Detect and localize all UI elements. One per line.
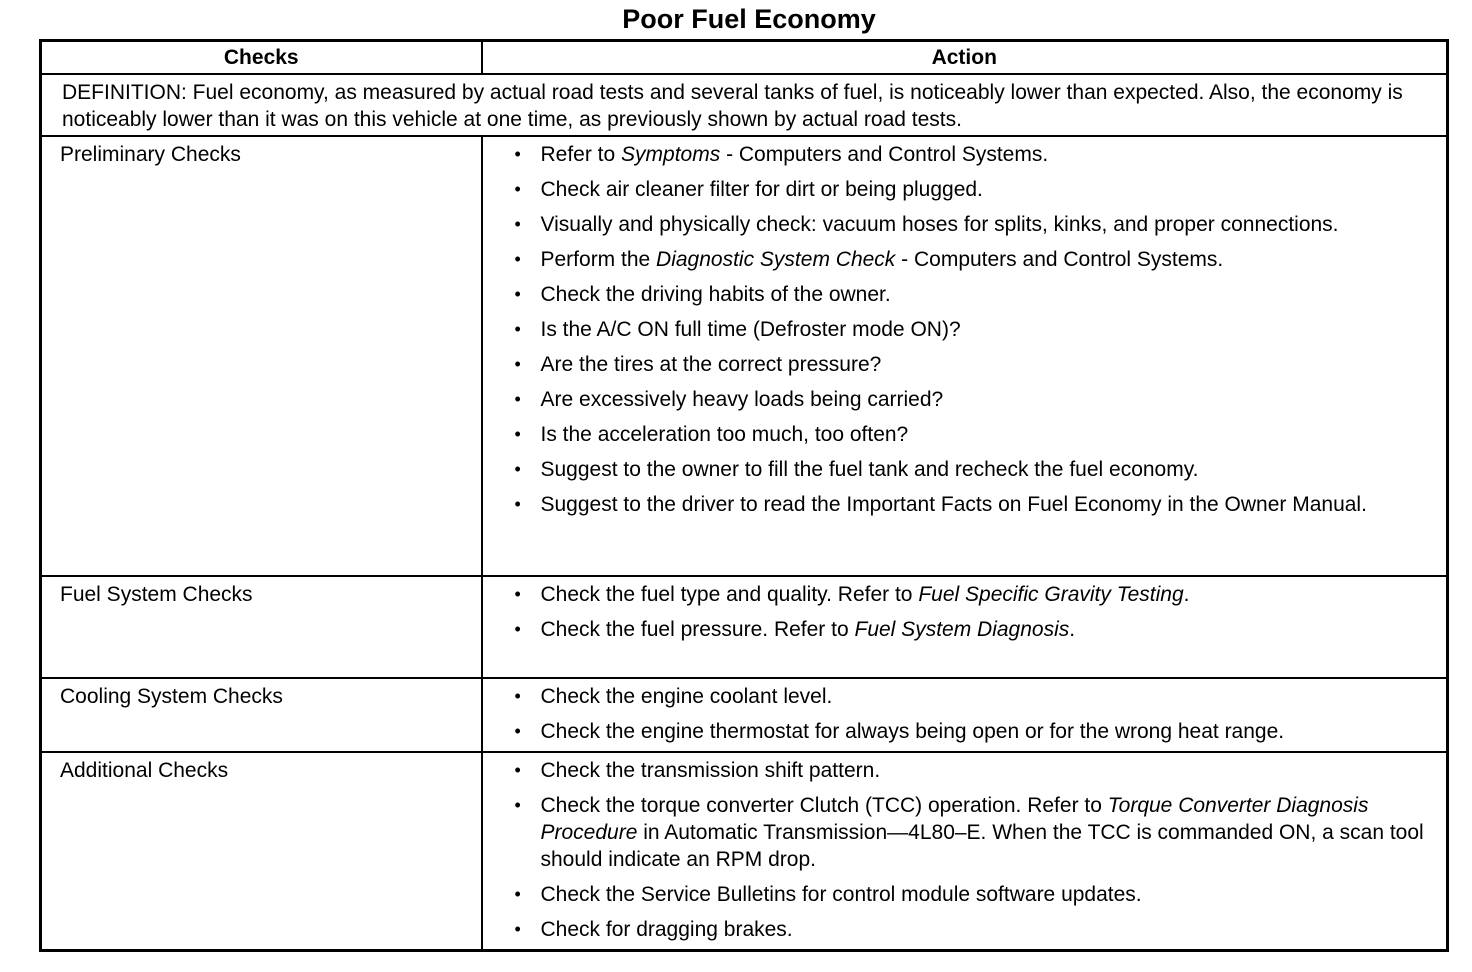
- definition-text: DEFINITION: Fuel economy, as measured by actual road tests and several tanks of fuel, is noticeably lower than expected. Also, the economy is noticeably lower than it was on this vehicle at one time, as previously shown by actual road tests.: [41, 74, 1448, 136]
- action-text: Check for dragging brakes.: [540, 918, 793, 941]
- action-text: - Computers and Control Systems.: [720, 143, 1049, 166]
- header-row: [41, 41, 1448, 75]
- action-text: Perform the: [540, 248, 657, 271]
- checks-column-header: Checks: [41, 41, 482, 75]
- bullet-icon: •: [514, 424, 521, 444]
- action-item: [493, 683, 1437, 710]
- action-item: [493, 616, 1437, 643]
- action-text: Suggest to the owner to fill the fuel tank and recheck the fuel economy.: [540, 458, 1199, 481]
- bullet-icon: •: [514, 459, 521, 479]
- bullet-icon: •: [514, 179, 521, 199]
- action-item: [493, 421, 1437, 448]
- action-cell: [482, 678, 1448, 752]
- action-text: Check the Service Bulletins for control module software updates.: [540, 883, 1142, 906]
- bullet-icon: •: [514, 686, 521, 706]
- document-title: Poor Fuel Economy: [622, 4, 876, 34]
- bullet-icon: •: [514, 354, 521, 374]
- bullet-icon: •: [514, 249, 521, 269]
- action-text: Are excessively heavy loads being carried?: [540, 388, 944, 411]
- action-item: [493, 211, 1437, 238]
- bullet-icon: •: [514, 760, 521, 780]
- action-item: [493, 792, 1437, 873]
- action-text: Is the A/C ON full time (Defroster mode ON)?: [540, 318, 961, 341]
- table-row: [41, 678, 1448, 752]
- table-row: [41, 752, 1448, 951]
- definition-row: [41, 74, 1448, 136]
- action-text: Check the transmission shift pattern.: [540, 759, 881, 782]
- action-cell: [482, 752, 1448, 951]
- action-item: [493, 881, 1437, 908]
- bullet-icon: •: [514, 795, 521, 815]
- reference-text: Symptoms: [621, 143, 721, 166]
- action-text: Check the fuel pressure. Refer to: [540, 618, 855, 641]
- action-item: [493, 141, 1437, 168]
- bullet-icon: •: [514, 584, 521, 604]
- action-list: [493, 683, 1437, 745]
- bullet-icon: •: [514, 319, 521, 339]
- action-column-header: Action: [482, 41, 1448, 75]
- action-item: [493, 386, 1437, 413]
- action-text: Check the engine thermostat for always being open or for the wrong heat range.: [540, 720, 1285, 743]
- bullet-icon: •: [514, 619, 521, 639]
- action-text: Refer to: [540, 143, 622, 166]
- check-label: Fuel System Checks: [41, 576, 482, 678]
- action-item: [493, 456, 1437, 483]
- action-item: [493, 581, 1437, 608]
- action-text: Check the fuel type and quality. Refer to: [540, 583, 919, 606]
- reference-text: Fuel System Diagnosis: [854, 618, 1070, 641]
- reference-text: Torque Converter Diagnosis Procedure: [540, 794, 1369, 844]
- bullet-icon: •: [514, 144, 521, 164]
- check-label: Preliminary Checks: [41, 136, 482, 576]
- action-text: Is the acceleration too much, too often?: [540, 423, 909, 446]
- bullet-icon: •: [514, 721, 521, 741]
- action-item: [493, 916, 1437, 943]
- diagnostic-table: [39, 39, 1449, 952]
- action-list: [493, 757, 1437, 943]
- action-cell: [482, 136, 1448, 576]
- action-text: Visually and physically check: vacuum hoses for splits, kinks, and proper connections.: [540, 213, 1339, 236]
- action-list: [493, 581, 1437, 643]
- table-row: [41, 576, 1448, 678]
- check-label: Additional Checks: [41, 752, 482, 951]
- action-text: Check air cleaner filter for dirt or being plugged.: [540, 178, 983, 201]
- reference-text: Diagnostic System Check: [656, 248, 896, 271]
- action-text: Suggest to the driver to read the Important Facts on Fuel Economy in the Owner Manual.: [540, 493, 1367, 516]
- reference-text: Fuel Specific Gravity Testing: [918, 583, 1184, 606]
- action-text: .: [1183, 583, 1190, 606]
- action-item: [493, 757, 1437, 784]
- bullet-icon: •: [514, 284, 521, 304]
- action-text: in Automatic Transmission—4L80–E. When the TCC is commanded ON, a scan tool should indicate an RPM drop.: [540, 821, 1424, 871]
- bullet-icon: •: [514, 884, 521, 904]
- action-item: [493, 718, 1437, 745]
- action-item: [493, 246, 1437, 273]
- action-text: Check the torque converter Clutch (TCC) operation. Refer to: [540, 794, 1108, 817]
- action-item: [493, 316, 1437, 343]
- check-label: Cooling System Checks: [41, 678, 482, 752]
- action-item: [493, 351, 1437, 378]
- action-list: [493, 141, 1437, 518]
- bullet-icon: •: [514, 494, 521, 514]
- action-text: Are the tires at the correct pressure?: [540, 353, 882, 376]
- action-text: Check the driving habits of the owner.: [540, 283, 891, 306]
- bullet-icon: •: [514, 919, 521, 939]
- bullet-icon: •: [514, 214, 521, 234]
- action-item: [493, 176, 1437, 203]
- bullet-icon: •: [514, 389, 521, 409]
- action-cell: [482, 576, 1448, 678]
- action-item: [493, 281, 1437, 308]
- table-row: [41, 136, 1448, 576]
- action-text: - Computers and Control Systems.: [895, 248, 1224, 271]
- action-text: Check the engine coolant level.: [540, 685, 833, 708]
- action-text: .: [1069, 618, 1076, 641]
- action-item: [493, 491, 1437, 518]
